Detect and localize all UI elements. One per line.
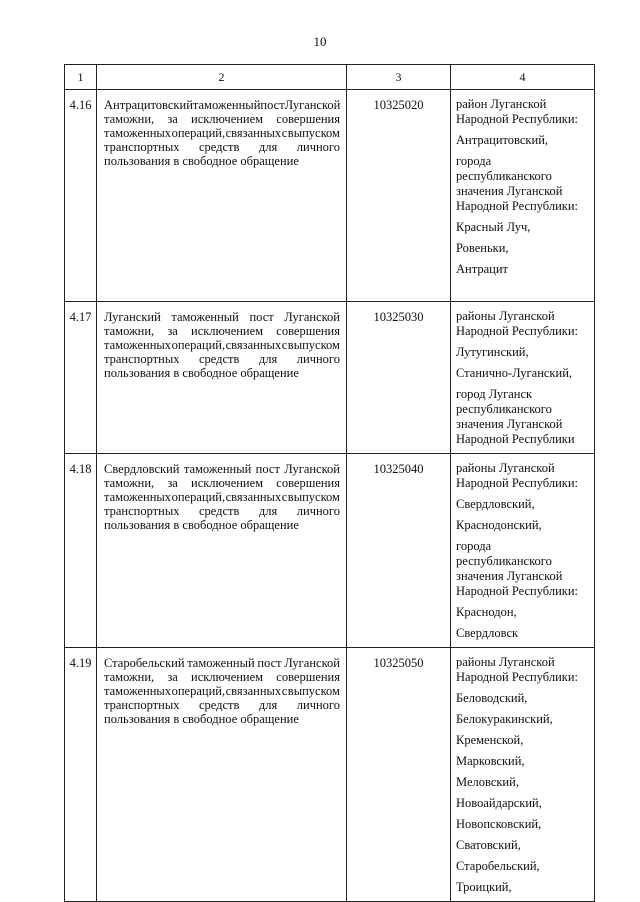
region-entry: Старобельский, <box>456 859 540 873</box>
region-entry: Станично-Луганский, <box>456 366 573 380</box>
description-word: выпуском <box>287 684 340 698</box>
description-word: личного <box>296 140 340 154</box>
description-word: операций, <box>171 490 226 504</box>
table-row <box>65 454 595 648</box>
post-code: 10325020 <box>347 90 451 302</box>
description-word: Антрацитовский <box>104 98 193 112</box>
description-line <box>104 656 340 670</box>
description-word: для <box>258 698 278 712</box>
description-word: личного <box>296 698 340 712</box>
region-entry: город Луганск республиканского значения Луганской Народной Республики <box>456 387 575 446</box>
region-list <box>451 454 595 648</box>
description-word: операций, <box>171 126 226 140</box>
post-description <box>97 648 347 902</box>
description-word: Луганской <box>284 656 340 670</box>
description-word: с <box>281 126 288 140</box>
description-word: с <box>281 684 288 698</box>
region-entry: Беловодский, <box>456 691 528 705</box>
description-word: пользования в свободное обращение <box>104 366 299 380</box>
description-word: таможенный <box>183 462 252 476</box>
description-word: за <box>167 112 178 126</box>
description-line <box>104 126 340 140</box>
description-line <box>104 112 340 126</box>
description-line <box>104 518 340 532</box>
description-word: Луганской <box>284 310 340 324</box>
row-number: 4.16 <box>65 90 97 302</box>
description-word: за <box>167 476 178 490</box>
table-row <box>65 302 595 454</box>
region-entry: Новоайдарский, <box>456 796 542 810</box>
description-word: транспортных <box>104 504 180 518</box>
region-list <box>451 302 595 454</box>
description-word: исключением <box>191 324 264 338</box>
description-word: для <box>258 140 278 154</box>
description-line <box>104 310 340 324</box>
region-entry: Лутугинский, <box>456 345 529 359</box>
description-word: таможенный <box>187 656 255 670</box>
header-col-3: 3 <box>347 65 451 90</box>
description-word: для <box>258 504 278 518</box>
description-word: Старобельский <box>104 656 185 670</box>
region-entry: Сватовский, <box>456 838 521 852</box>
description-word: таможенных <box>104 338 172 352</box>
region-entry: Белокуракинский, <box>456 712 553 726</box>
description-word: Луганский <box>104 310 161 324</box>
region-entry: Ровеньки, <box>456 241 509 255</box>
description-word: Луганской <box>284 98 341 112</box>
description-word: операций, <box>171 684 226 698</box>
description-word: Луганской <box>284 462 340 476</box>
header-col-1: 1 <box>65 65 97 90</box>
description-word: связанных <box>225 490 282 504</box>
description-line <box>104 462 340 476</box>
description-word: связанных <box>225 338 282 352</box>
region-entry: города республиканского значения Луганской Народной Республики: <box>456 539 579 598</box>
region-entry: Свердловск <box>456 626 519 640</box>
row-number: 4.17 <box>65 302 97 454</box>
description-word: таможенный <box>171 310 239 324</box>
region-entry: Антрацитовский, <box>456 133 549 147</box>
description-line <box>104 324 340 338</box>
region-entry: Кременской, <box>456 733 524 747</box>
description-word: личного <box>296 352 340 366</box>
description-word: пост <box>255 462 280 476</box>
customs-posts-table <box>64 64 595 902</box>
region-list <box>451 648 595 902</box>
description-word: выпуском <box>287 338 340 352</box>
description-word: таможни, <box>104 476 155 490</box>
description-word: транспортных <box>104 140 180 154</box>
description-word: за <box>167 324 178 338</box>
description-line <box>104 140 340 154</box>
page-number: 10 <box>313 34 327 49</box>
description-line <box>104 490 340 504</box>
description-word: пользования в свободное обращение <box>104 518 299 532</box>
description-word: средств <box>198 698 240 712</box>
description-word: пост <box>257 656 282 670</box>
description-word: пользования в свободное обращение <box>104 154 299 168</box>
description-word: совершения <box>276 670 340 684</box>
post-code: 10325050 <box>347 648 451 902</box>
description-word: выпуском <box>287 126 340 140</box>
table-row <box>65 90 595 302</box>
description-word: исключением <box>191 670 264 684</box>
description-word: транспортных <box>104 352 180 366</box>
description-word: связанных <box>225 684 282 698</box>
description-word: связанных <box>225 126 282 140</box>
description-word: средств <box>198 140 240 154</box>
description-word: с <box>281 338 288 352</box>
description-word: пользования в свободное обращение <box>104 712 299 726</box>
row-number: 4.18 <box>65 454 97 648</box>
description-word: выпуском <box>287 490 340 504</box>
region-entry: районы Луганской Народной Республики: <box>456 655 579 684</box>
description-word: таможни, <box>104 670 155 684</box>
description-word: таможенных <box>104 126 172 140</box>
region-entry: район Луганской Народной Республики: <box>456 97 579 126</box>
description-line <box>104 684 340 698</box>
description-line <box>104 712 340 726</box>
post-code: 10325040 <box>347 454 451 648</box>
header-col-2: 2 <box>97 65 347 90</box>
post-description <box>97 454 347 648</box>
description-word: за <box>167 670 178 684</box>
description-word: средств <box>198 504 240 518</box>
description-word: средств <box>198 352 240 366</box>
description-word: таможенных <box>104 490 172 504</box>
description-word: таможни, <box>104 112 155 126</box>
region-list <box>451 90 595 302</box>
description-line <box>104 352 340 366</box>
description-word: с <box>281 490 288 504</box>
post-description <box>97 302 347 454</box>
region-entry: Краснодонский, <box>456 518 542 532</box>
region-entry: города республиканского значения Луганской Народной Республики: <box>456 154 579 213</box>
region-entry: Троицкий, <box>456 880 512 894</box>
region-entry: Новопсковский, <box>456 817 542 831</box>
description-line <box>104 98 340 112</box>
region-entry: районы Луганской Народной Республики: <box>456 461 579 490</box>
region-entry: Меловский, <box>456 775 519 789</box>
description-word: таможенных <box>104 684 172 698</box>
description-word: исключением <box>191 112 264 126</box>
description-word: исключением <box>191 476 264 490</box>
region-entry: Красный Луч, <box>456 220 531 234</box>
region-entry: Марковский, <box>456 754 525 768</box>
description-line <box>104 338 340 352</box>
table-body <box>65 90 595 902</box>
description-word: совершения <box>276 112 340 126</box>
description-word: Свердловский <box>104 462 180 476</box>
description-word: личного <box>296 504 340 518</box>
description-line <box>104 670 340 684</box>
description-word: пост <box>260 98 285 112</box>
table-header-row <box>65 65 595 90</box>
row-number: 4.19 <box>65 648 97 902</box>
description-word: транспортных <box>104 698 180 712</box>
description-line <box>104 698 340 712</box>
description-line <box>104 476 340 490</box>
region-entry: Краснодон, <box>456 605 517 619</box>
description-word: пост <box>249 310 274 324</box>
region-entry: районы Луганской Народной Республики: <box>456 309 579 338</box>
description-line <box>104 366 340 380</box>
description-word: операций, <box>171 338 226 352</box>
description-word: таможни, <box>104 324 155 338</box>
description-line <box>104 504 340 518</box>
region-entry: Свердловский, <box>456 497 535 511</box>
description-line <box>104 154 340 168</box>
post-code: 10325030 <box>347 302 451 454</box>
description-word: совершения <box>276 324 340 338</box>
region-entry: Антрацит <box>456 262 508 276</box>
description-word: для <box>258 352 278 366</box>
header-col-4: 4 <box>451 65 595 90</box>
description-word: совершения <box>276 476 340 490</box>
description-word: таможенный <box>192 98 261 112</box>
table-row <box>65 648 595 902</box>
post-description <box>97 90 347 302</box>
